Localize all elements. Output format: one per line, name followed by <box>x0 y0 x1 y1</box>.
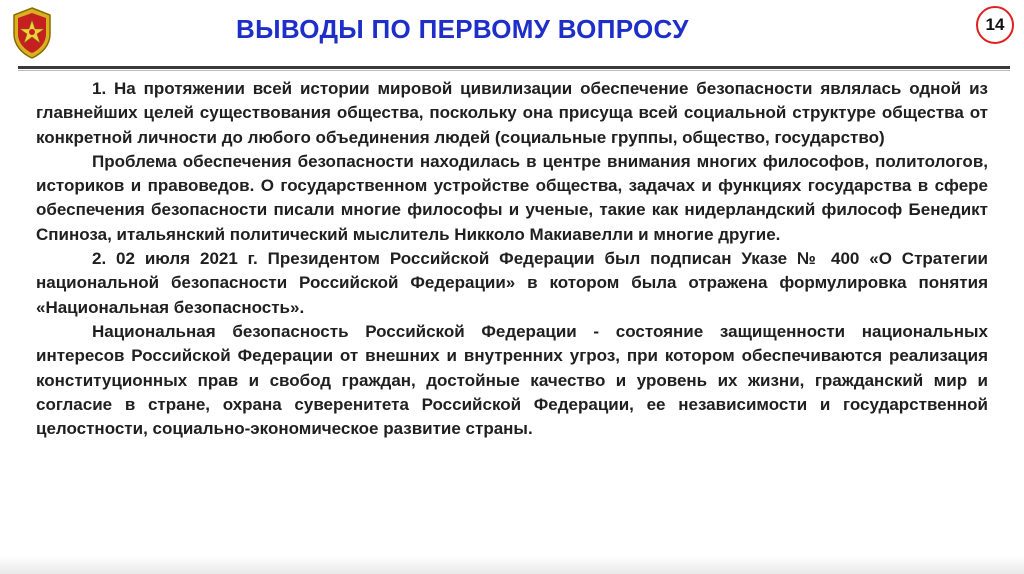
header-divider <box>18 66 1010 69</box>
header-divider-thin <box>18 70 1010 71</box>
page-title: ВЫВОДЫ ПО ПЕРВОМУ ВОПРОСУ <box>236 14 689 44</box>
slide-header <box>0 0 1024 66</box>
military-emblem-icon <box>10 6 54 60</box>
paragraph-4: Национальная безопасность Российской Федерации - состояние защищенности национальных интересов Российской Федерации от внешних и внутренних угроз, при котором обеспечиваются реализация конституционных прав и свобод граждан, достойные качество и уровень их жизни, гражданский мир и согласие в стране, охрана суверенитета Российской Федерации, ее независимости и государственной целостности, социально-экономическое развитие страны. <box>36 321 988 439</box>
paragraph-3: 2. 02 июля 2021 г. Президентом Российской Федерации был подписан Указе № 400 «О Стратегии национальной безопасности Российской Федерации» в котором была отражена формулировка понятия «Национальная безопасность». <box>36 249 988 317</box>
slide-body <box>36 77 988 441</box>
paragraph-2: Проблема обеспечения безопасности находилась в центре внимания многих философов, политологов, историков и правоведов. О государственном устройстве общества, задачах и функциях государства в сфере обеспечения безопасности писали многие философы и ученые, такие как нидерландский философ Бенедикт Спиноза, итальянский политический мыслитель Никколо Макиавелли и многие другие. <box>36 151 988 244</box>
paragraph-1: 1. На протяжении всей истории мировой цивилизации обеспечение безопасности являлась одной из главнейших целей существования общества, поскольку она присуща всей социальной структуре общества от конкретной личности до любого объединения людей (социальные группы, общество, государство) <box>36 79 988 147</box>
page-number-badge: 14 <box>976 6 1014 44</box>
bottom-shadow <box>0 556 1024 574</box>
